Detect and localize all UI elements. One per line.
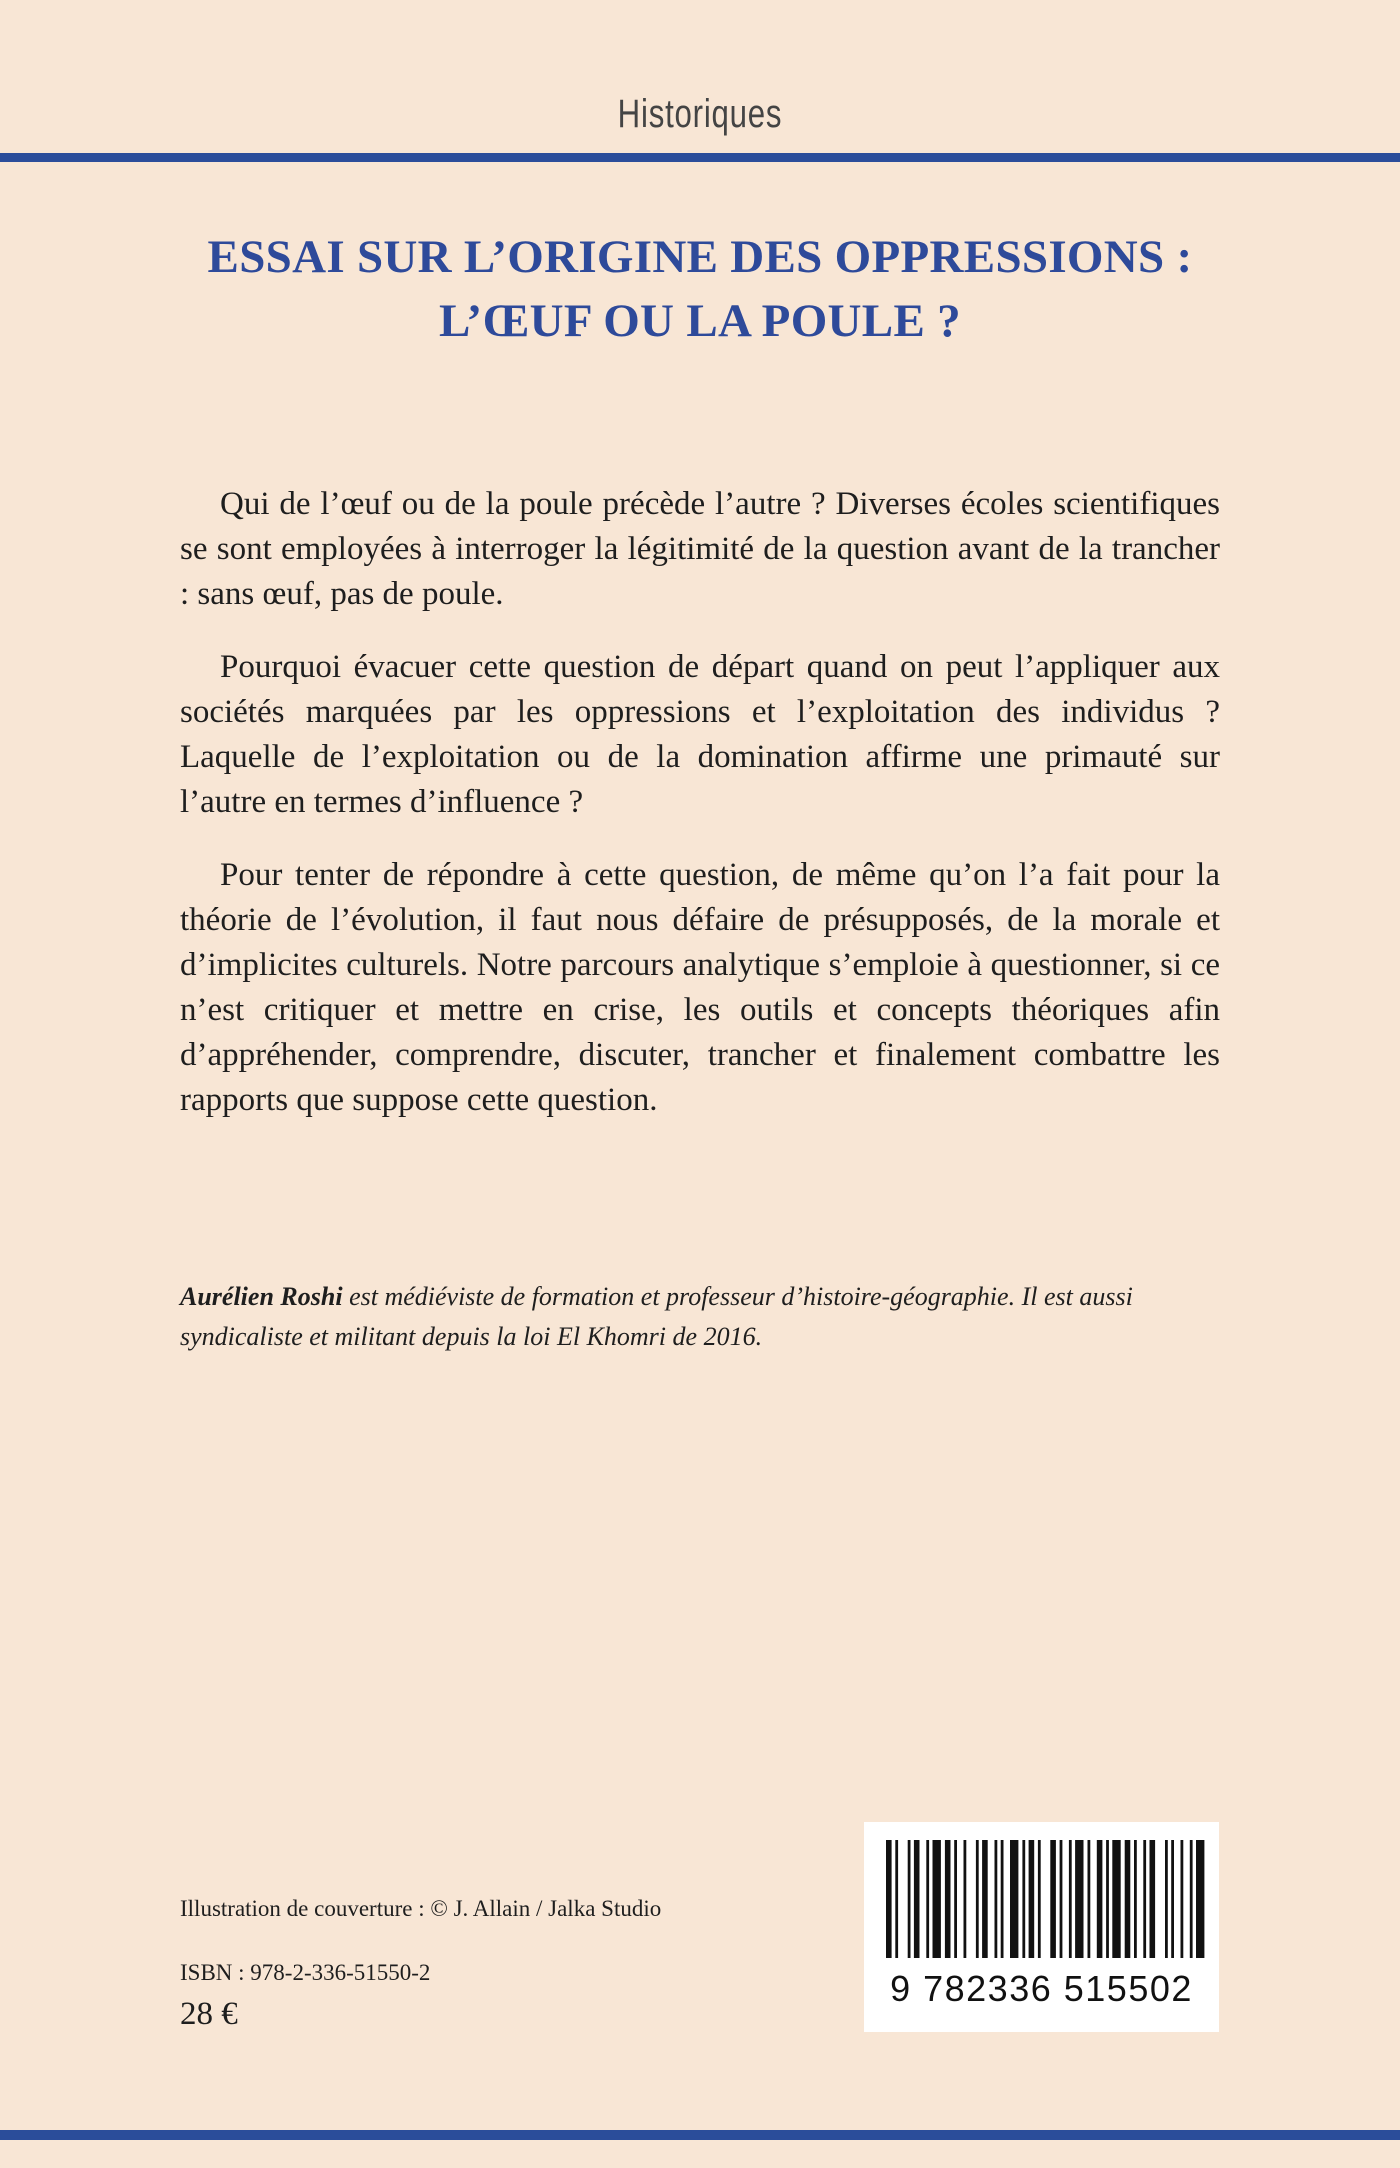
barcode-bar bbox=[964, 1840, 967, 1958]
title-line-1: ESSAI SUR L’ORIGINE DES OPPRESSIONS : bbox=[207, 231, 1193, 283]
barcode-bar bbox=[1060, 1840, 1063, 1958]
barcode bbox=[864, 1822, 1219, 2032]
blurb-paragraph-3: Pour tenter de répondre à cette question, de même qu’on l’a fait pour la théorie de l’évolution, il faut nous défaire de présupposés, de la morale et d’implicites culturels. Notre parcours analytique s’emploie à questionner, si ce n’est critiquer et mettre en crise, les outils et concepts théoriques afin d’appréhender, comprendre, discuter, trancher et finalement combattre les rapports que suppose cette question. bbox=[180, 857, 1220, 1118]
barcode-bar bbox=[895, 1840, 898, 1958]
barcode-bar bbox=[1150, 1840, 1156, 1958]
barcode-digits: 9 782336 515502 bbox=[890, 1968, 1193, 2009]
cover-credit: Illustration de couverture : © J. Allain / Jalka Studio bbox=[180, 1896, 662, 1921]
barcode-bar bbox=[1075, 1840, 1083, 1958]
isbn: ISBN : 978-2-336-51550-2 bbox=[180, 1960, 431, 1985]
top-rule bbox=[0, 153, 1400, 162]
barcode-bar bbox=[908, 1840, 911, 1958]
price: 28 € bbox=[180, 1996, 238, 2032]
barcode-bar bbox=[926, 1840, 929, 1958]
barcode-bar bbox=[1106, 1840, 1109, 1958]
barcode-bar bbox=[1134, 1840, 1137, 1958]
author-bio bbox=[180, 1277, 1220, 1357]
barcode-bar bbox=[1097, 1840, 1103, 1958]
barcode-bar bbox=[995, 1840, 998, 1958]
barcode-bar bbox=[976, 1840, 979, 1958]
barcode-bar bbox=[1022, 1840, 1025, 1958]
barcode-bar bbox=[954, 1840, 957, 1958]
barcode-bar bbox=[1069, 1840, 1072, 1958]
barcode-bar bbox=[1001, 1840, 1004, 1958]
barcode-bar bbox=[1190, 1840, 1193, 1958]
barcode-bar bbox=[1010, 1840, 1018, 1958]
barcode-bar bbox=[1088, 1840, 1091, 1958]
barcode-bar bbox=[945, 1840, 951, 1958]
author-name: Aurélien Roshi bbox=[180, 1282, 343, 1311]
barcode-bar bbox=[1171, 1840, 1174, 1958]
barcode-bar bbox=[1196, 1840, 1204, 1958]
bottom-rule bbox=[0, 2130, 1400, 2140]
blurb-paragraph-2: Pourquoi évacuer cette question de départ quand on peut l’appliquer aux sociétés marquées par les oppressions et l’exploitation des individus ? Laquelle de l’exploitation ou de la domination affirme une primauté sur l’autre en termes d’influence ? bbox=[180, 649, 1220, 820]
title-line-2: L’ŒUF OU LA POULE ? bbox=[439, 295, 961, 347]
barcode-bar bbox=[914, 1840, 920, 1958]
book-title bbox=[100, 225, 1300, 353]
back-cover-blurb bbox=[180, 482, 1220, 1151]
barcode-bar bbox=[1181, 1840, 1184, 1958]
barcode-bars bbox=[864, 1822, 1219, 1972]
barcode-bar bbox=[1125, 1840, 1131, 1958]
series-name: Historiques bbox=[617, 92, 783, 136]
barcode-bar bbox=[1029, 1840, 1035, 1958]
barcode-bar bbox=[1112, 1840, 1120, 1958]
blurb-paragraph-1: Qui de l’œuf ou de la poule précède l’autre ? Diverses écoles scientifiques se sont employées à interroger la légitimité de la question avant de la trancher : sans œuf, pas de poule. bbox=[180, 486, 1220, 612]
barcode-bar bbox=[982, 1840, 988, 1958]
barcode-bar bbox=[1050, 1840, 1056, 1958]
barcode-bar bbox=[1165, 1840, 1168, 1958]
barcode-bar bbox=[1143, 1840, 1146, 1958]
barcode-bar bbox=[933, 1840, 941, 1958]
author-bio-text: est médiéviste de formation et professeur d’histoire-géographie. Il est aussi syndicaliste et militant depuis la loi El Khomri de 2016. bbox=[180, 1282, 1133, 1351]
barcode-bar bbox=[886, 1840, 892, 1958]
barcode-bar bbox=[1038, 1840, 1041, 1958]
